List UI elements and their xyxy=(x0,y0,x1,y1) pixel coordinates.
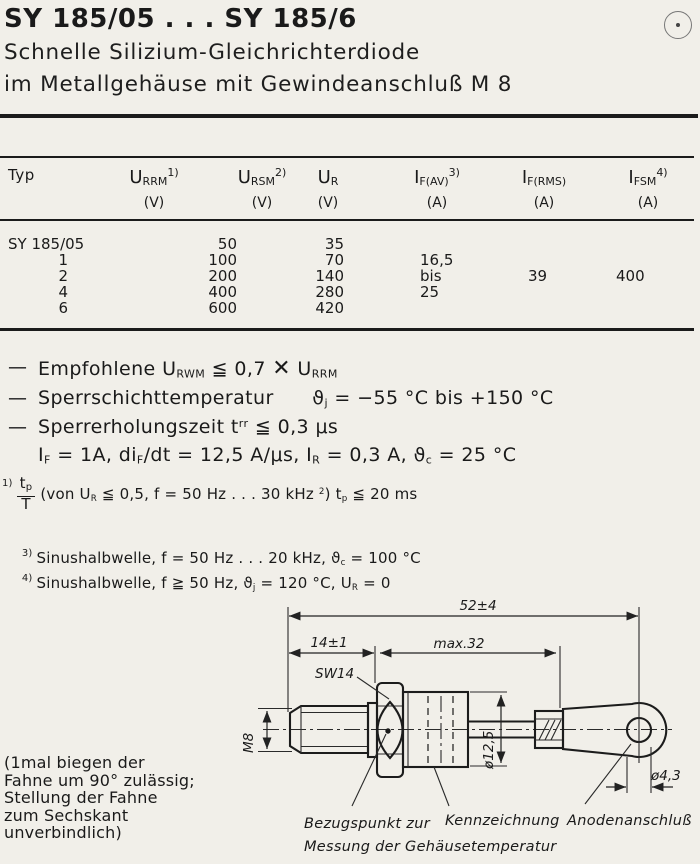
case-temperature-reference-point xyxy=(385,728,390,733)
label-sw14: SW14 xyxy=(315,666,355,682)
page-subtitle-line2: im Metallgehäuse mit Gewindeanschluß M 8 xyxy=(4,72,513,97)
note-reverse-recovery: — Sperrerholungszeit $t^{rr}$ ≦ 0,3 μs xyxy=(8,416,339,438)
table-header-ursm: URSM$^{2)}$ (V) xyxy=(237,166,287,211)
dimension-52: 52±4 xyxy=(459,598,497,614)
dimension-14: 14±1 xyxy=(310,635,348,651)
urrm-values-column: 50 100 200 400 600 xyxy=(208,235,237,317)
footnote-1: 1) $\frac{tp}{T}$ (von UR ≦ 0,5, f = 50 Hz . . . 30 kHz $^2$) tp ≦ 20 ms xyxy=(2,474,418,513)
footnote-3: $^{3)}$ Sinushalbwelle, f = 50 Hz . . . 20 kHz, ϑc = 100 °C xyxy=(21,548,421,568)
table-header-ifav: IF(AV)$^{3)}$ (A) xyxy=(414,166,460,211)
ifrms-value-cell: 39 xyxy=(528,267,548,285)
dimension-diameter-125: ø12,5 xyxy=(481,730,497,769)
page-subtitle-line1: Schnelle Silizium-Gleichrichterdiode xyxy=(4,40,421,65)
label-m8: M8 xyxy=(241,732,257,753)
footnote-4: $^{4)}$ Sinushalbwelle, f ≧ 50 Hz, ϑj = 120 °C, UR = 0 xyxy=(21,573,391,593)
table-header-ifsm: IFSM$^{4)}$ (A) xyxy=(628,166,668,211)
label-bezugspunkt: Bezugspunkt zur Messung der Gehäusetemperatur xyxy=(304,816,557,855)
unit-label: (A) xyxy=(637,195,659,211)
table-header-urrm: URRM$^{1)}$ (V) xyxy=(129,166,179,211)
dimension-max32: max.32 xyxy=(433,636,485,652)
dimension-diameter-43: ø4,3 xyxy=(651,768,681,784)
fraction-tp-over-T: $\frac{tp}{T}$ xyxy=(17,476,36,512)
note-urwm: — Empfohlene URWM ≦ 0,7 ✕ URRM xyxy=(8,356,338,381)
table-header-ur: UR (V) xyxy=(317,167,339,211)
unit-label: (V) xyxy=(251,195,273,211)
unit-label: (V) xyxy=(317,195,339,211)
type-variant-column: 1 2 4 6 xyxy=(58,251,68,317)
table-header-typ: Typ xyxy=(8,166,35,184)
table-header-ifrms: IF(RMS) (A) xyxy=(521,167,567,211)
side-note-bending: (1mal biegen der Fahne um 90° zulässig; Stellung der Fahne zum Sechskant unverbindlich) xyxy=(4,753,195,842)
type-name-cell: SY 185/05 xyxy=(8,235,85,253)
unit-label: (V) xyxy=(143,195,165,211)
ifsm-value-cell: 400 xyxy=(616,267,645,285)
ur-values-column: 35 70 140 280 420 xyxy=(315,235,344,317)
page-title: SY 185/05 . . . SY 185/6 xyxy=(4,4,357,34)
label-anodenanschluss: Anodenanschluß xyxy=(567,813,692,829)
ifav-values-column: 16,5 bis 25 xyxy=(420,251,454,301)
note-test-conditions: IF = 1A, diF/dt = 12,5 A/μs, IR = 0,3 A, ϑc = 25 °C xyxy=(38,444,517,467)
unit-label: (A) xyxy=(426,195,448,211)
note-junction-temperature: — Sperrschichttemperatur ϑj = −55 °C bis +150 °C xyxy=(8,387,554,410)
label-kennzeichnung: Kennzeichnung xyxy=(445,813,560,829)
unit-label: (A) xyxy=(533,195,555,211)
